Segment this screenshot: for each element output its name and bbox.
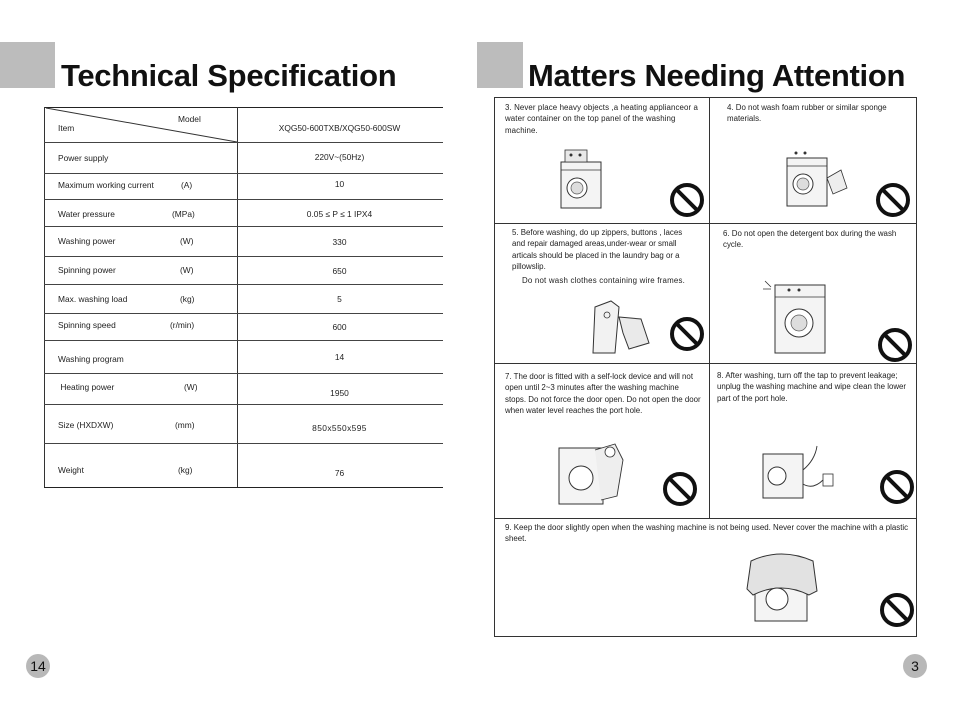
washing-machine-illustration (781, 148, 851, 210)
row-label: Water pressure (58, 209, 115, 219)
row-label: Maximum working current (58, 180, 154, 190)
row-label: Washing program (58, 354, 124, 364)
clothes-illustration (585, 297, 655, 361)
washing-machine-illustration (555, 440, 631, 508)
row-unit: (mm) (175, 420, 195, 430)
note-8: 8. After washing, turn off the tap to prevent leakage; unplug the washing machine and wipe clean the lower part of the port hole. (717, 371, 907, 403)
row-unit: (kg) (180, 294, 195, 304)
prohibition-icon (877, 327, 913, 363)
header-model: Model (178, 114, 201, 124)
left-title-block (0, 42, 55, 88)
note-5: 5. Before washing, do up zippers, buttons , laces and repair damaged areas,under-wear or small articals should be placed in the laundry bag or a pillowslip. (512, 228, 683, 271)
row-unit: (MPa) (172, 209, 195, 219)
row-unit: (W) (184, 382, 198, 392)
prohibition-icon (875, 182, 911, 218)
note-3: 3. Never place heavy objects ,a heating applianceor a water container on the top panel of the washing machine. (505, 103, 699, 135)
row-label: Size (HXDXW) (58, 420, 114, 430)
row-unit: (W) (180, 236, 194, 246)
prohibition-icon (879, 592, 915, 628)
prohibition-icon (662, 471, 698, 507)
page-number-left: 14 (26, 654, 50, 678)
covered-washing-machine-illustration (745, 551, 821, 623)
model-value: XQG50-600TXB/XQG50-600SW (278, 123, 401, 133)
row-unit: (kg) (178, 465, 193, 475)
note-5-wire-frames: Do not wash clothes containing wire frames. (522, 276, 685, 285)
attention-panel (494, 97, 917, 637)
header-item: Item (58, 123, 75, 133)
note-4: 4. Do not wash foam rubber or similar sponge materials. (727, 103, 887, 124)
row-unit: (W) (180, 265, 194, 275)
prohibition-icon (879, 469, 915, 505)
prohibition-icon (669, 182, 705, 218)
row-label: Spinning speed (58, 320, 116, 330)
washing-machine-illustration (757, 440, 841, 502)
page-number-right: 3 (903, 654, 927, 678)
row-value: 0.05 ≤ P ≤ 1 IPX4 (306, 209, 373, 219)
row-value: 600 (332, 322, 347, 332)
spec-table (44, 107, 443, 488)
row-value: 650 (332, 266, 347, 276)
row-value: 220V~(50Hz) (314, 152, 365, 162)
row-label: Heating power (58, 382, 115, 392)
row-label: Power supply (58, 153, 109, 163)
page-title-matters-needing-attention: Matters Needing Attention (528, 58, 906, 93)
row-label: Spinning power (58, 265, 116, 275)
row-value: 330 (332, 237, 347, 247)
row-unit: (r/min) (170, 320, 195, 330)
row-value: 76 (334, 468, 345, 478)
row-value: 1950 (330, 388, 349, 398)
row-value: 10 (334, 179, 345, 189)
note-7: 7. The door is fitted with a self-lock device and will not open until 2~3 minutes after the washing machine stops. Do not force the door open. Do not open the door when water level reaches the port hole. (505, 372, 701, 415)
row-label: Max. washing load (58, 294, 128, 304)
right-title-block (477, 42, 523, 88)
row-label: Weight (58, 465, 84, 475)
washing-machine-illustration (761, 275, 831, 357)
row-unit: (A) (181, 180, 193, 190)
row-value: 5 (337, 294, 342, 304)
prohibition-icon (669, 316, 705, 352)
page-title-technical-specification: Technical Specification (61, 58, 397, 93)
note-6: 6. Do not open the detergent box during the wash cycle. (723, 229, 897, 250)
washing-machine-illustration (551, 148, 611, 210)
row-value: 850x550x595 (312, 423, 367, 433)
row-value: 14 (334, 352, 345, 362)
note-9: 9. Keep the door slightly open when the washing machine is not being used. Never cover the machine with a plastic sheet. (505, 523, 909, 544)
row-label: Washing power (58, 236, 116, 246)
